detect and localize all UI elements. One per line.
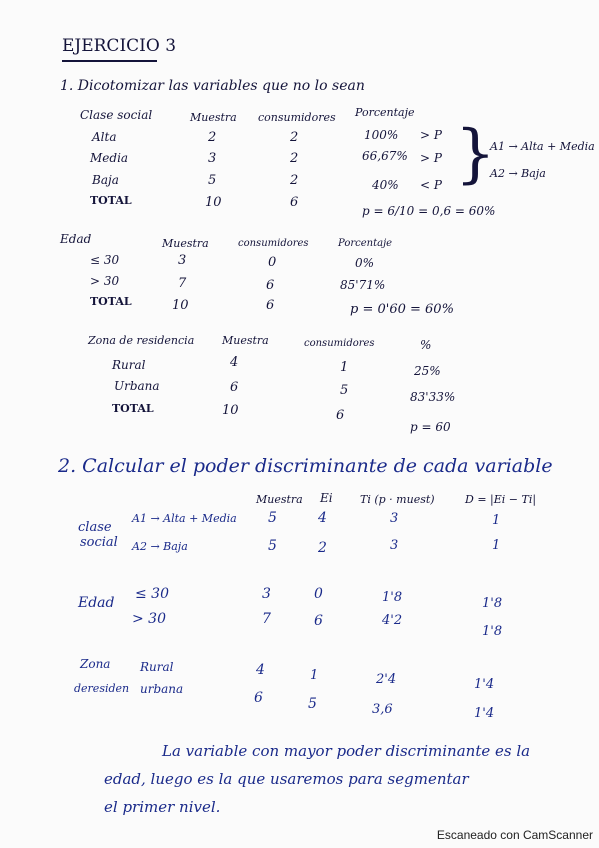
edad-row-label: ≤ 30	[135, 586, 169, 602]
t1-cell: 2	[290, 173, 299, 188]
t1-label: Baja	[92, 173, 119, 187]
t3-header-percent: %	[420, 338, 432, 352]
t3-label: TOTAL	[112, 402, 154, 415]
s2-cell: 1	[310, 668, 319, 683]
clase-label: clase	[78, 520, 112, 535]
edad-row-label: > 30	[132, 611, 166, 627]
s2-cell: 4	[256, 662, 265, 678]
s2-cell: 1'8	[382, 590, 403, 605]
s2-cell: 1'8	[482, 596, 503, 611]
t3-header-muestra: Muestra	[222, 334, 269, 347]
s2-cell: 4'2	[382, 613, 403, 628]
t2-header-edad: Edad	[60, 232, 92, 246]
t2-cell: 85'71%	[340, 278, 386, 292]
t1-cell: 2	[208, 130, 217, 145]
t1-cell: 66,67%	[362, 149, 408, 163]
t2-cell: 6	[266, 298, 275, 313]
t3-label: Rural	[112, 358, 146, 372]
t2-proportion: p = 0'60 = 60%	[350, 302, 454, 317]
t1-cell: > P	[420, 151, 442, 165]
zona-label: Zona	[80, 657, 111, 671]
t1-cell: 6	[290, 195, 299, 210]
s2-header-ei: Ei	[320, 491, 333, 505]
t2-cell: 6	[266, 278, 275, 293]
t1-cell: 5	[208, 173, 217, 188]
zona-row-label: urbana	[140, 682, 184, 696]
t2-header-muestra: Muestra	[162, 237, 209, 250]
t2-label: ≤ 30	[90, 253, 120, 267]
t1-cell: 3	[208, 151, 217, 166]
t3-header-zona: Zona de residencia	[88, 334, 195, 347]
s2-cell: 6	[254, 690, 263, 706]
t1-header-clase: Clase social	[80, 108, 153, 122]
s2-cell: 3	[390, 511, 399, 526]
zona-row-label: Rural	[140, 660, 174, 674]
t2-cell: 0	[268, 255, 277, 270]
t2-label: TOTAL	[90, 295, 132, 308]
t3-cell: 6	[336, 408, 345, 423]
t2-label: > 30	[90, 274, 120, 288]
conclusion-line: La variable con mayor poder discriminante es la	[162, 742, 531, 760]
s2-header-d: D = |Ei − Ti|	[465, 493, 537, 506]
s2-cell: 4	[318, 510, 327, 526]
t3-cell: 6	[230, 380, 239, 395]
t1-cell: 2	[290, 151, 299, 166]
t3-cell: 4	[230, 355, 239, 370]
clase-row-label: A2 → Baja	[132, 540, 188, 553]
s2-cell: 1'4	[474, 706, 495, 721]
s2-header-muestra: Muestra	[256, 493, 303, 506]
t3-header-consumidores: consumidores	[304, 338, 375, 349]
s2-header-ti: Ti (p · muest)	[360, 493, 435, 506]
section2-heading: 2. Calcular el poder discriminante de cada variable	[58, 455, 553, 477]
t3-cell: 5	[340, 383, 349, 398]
s2-cell: 1'4	[474, 677, 495, 692]
t1-header-muestra: Muestra	[190, 111, 237, 124]
t1-header-porcentaje: Porcentaje	[355, 106, 415, 119]
t1-label: Alta	[92, 130, 117, 144]
t1-cell: 2	[290, 130, 299, 145]
t1-proportion: p = 6/10 = 0,6 = 60%	[362, 204, 496, 218]
s2-cell: 3	[390, 538, 399, 553]
s2-cell: 5	[268, 538, 277, 554]
s2-cell: 5	[268, 510, 277, 526]
title-underline	[62, 60, 157, 62]
t3-cell: 83'33%	[410, 390, 456, 404]
t2-cell: 3	[178, 253, 187, 268]
s2-cell: 5	[308, 696, 317, 712]
zona-label: deresiden	[74, 682, 130, 695]
t2-cell: 0%	[355, 256, 375, 270]
t1-header-consumidores: consumidores	[258, 111, 336, 124]
t2-cell: 7	[178, 276, 187, 291]
page-title: EJERCICIO 3	[62, 36, 177, 56]
conclusion-line: edad, luego es la que usaremos para segmentar	[104, 770, 469, 788]
s2-cell: 6	[314, 613, 323, 629]
s2-cell: 1	[492, 513, 501, 528]
t1-label: Media	[90, 151, 129, 165]
t2-cell: 10	[172, 298, 189, 313]
t3-label: Urbana	[114, 379, 160, 393]
t1-cell: 10	[205, 195, 222, 210]
edad-label: Edad	[78, 595, 115, 611]
brace-symbol: }	[455, 117, 496, 191]
s2-cell: 3,6	[372, 702, 393, 717]
t2-header-porcentaje: Porcentaje	[338, 238, 393, 249]
t3-cell: 1	[340, 360, 349, 375]
s2-cell: 7	[262, 611, 271, 627]
t1-cell: > P	[420, 128, 442, 142]
t3-proportion: p = 60	[410, 420, 451, 434]
t3-cell: 25%	[414, 364, 441, 378]
s2-cell: 2'4	[376, 672, 397, 687]
t1-group-a1: A1 → Alta + Media	[490, 140, 595, 153]
t1-cell: 40%	[372, 178, 399, 192]
section1-heading: 1. Dicotomizar las variables que no lo sean	[60, 78, 365, 94]
t3-cell: 10	[222, 403, 239, 418]
scanner-watermark: Escaneado con CamScanner	[436, 828, 593, 842]
t2-header-consumidores: consumidores	[238, 238, 309, 249]
s2-cell: 1	[492, 538, 501, 553]
s2-cell: 3	[262, 586, 271, 602]
s2-cell: 1'8	[482, 624, 503, 639]
clase-label: social	[80, 535, 118, 550]
s2-cell: 0	[314, 586, 323, 602]
clase-row-label: A1 → Alta + Media	[132, 512, 237, 525]
t1-cell: 100%	[364, 128, 399, 142]
t1-label: TOTAL	[90, 194, 132, 207]
s2-cell: 2	[318, 540, 327, 556]
conclusion-line: el primer nivel.	[104, 798, 221, 816]
t1-group-a2: A2 → Baja	[490, 167, 546, 180]
t1-cell: < P	[420, 178, 442, 192]
